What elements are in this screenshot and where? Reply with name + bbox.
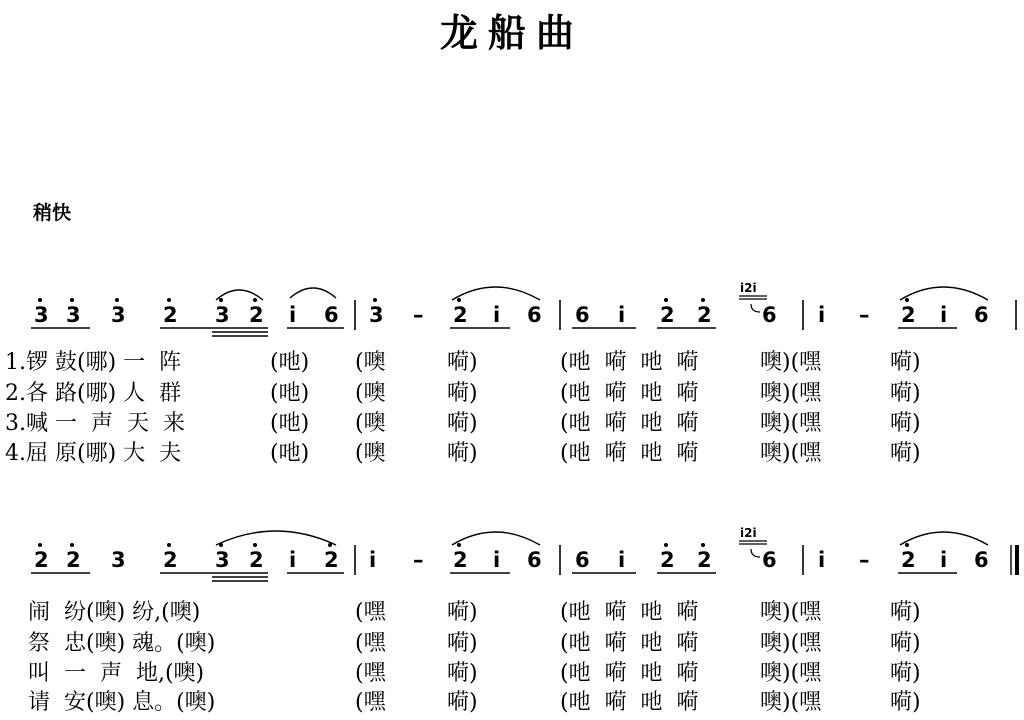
notation-system-1 (0, 270, 1024, 340)
lyric-phrase: 祭 忠(噢) 魂。(噢) (28, 631, 216, 656)
lyric-phrase: (吔) (270, 411, 310, 436)
lyric-phrase: (嘿 (355, 631, 386, 656)
note: i (289, 548, 297, 572)
lyric-phrase: 噢)(嘿 (760, 441, 822, 466)
slur (452, 532, 540, 545)
grace-notes: i2i (740, 281, 757, 295)
lyric-phrase: 嗬) (890, 631, 921, 656)
lyric-phrase: 嗬) (447, 661, 478, 686)
notation-system-2 (0, 515, 1024, 585)
note: 3 (215, 548, 230, 572)
note: 2 (163, 303, 178, 327)
tempo-marking: 稍快 (33, 202, 72, 224)
note: 6 (575, 548, 590, 572)
octave-dots (664, 298, 705, 302)
lyric-phrase: (吔 嗬 吔 嗬 (560, 441, 699, 466)
lyric-phrase: (吔) (270, 441, 310, 466)
note: 3 (111, 303, 126, 327)
note: 2 (453, 548, 468, 572)
note: 2 (324, 548, 339, 572)
lyric-phrase: 嗬) (890, 690, 921, 715)
lyric-phrase: 叫 一 声 地,(噢) (28, 661, 205, 686)
note: 6 (762, 548, 777, 572)
note: 2 (249, 548, 264, 572)
note: 2 (163, 548, 178, 572)
octave-dot (905, 298, 909, 302)
note: 6 (575, 303, 590, 327)
note: – (413, 548, 424, 572)
octave-dot (905, 543, 909, 547)
lyric-phrase: 嗬) (890, 441, 921, 466)
note: 2 (66, 548, 81, 572)
octave-dots (664, 543, 705, 547)
note: 3 (215, 303, 230, 327)
note: i (940, 548, 948, 572)
octave-dots (373, 298, 461, 302)
lyric-phrase: (嘿 (355, 600, 386, 625)
note: 6 (974, 548, 989, 572)
lyric-phrase: (噢 (355, 411, 386, 436)
lyric-phrase: (吔) (270, 350, 310, 375)
note: 6 (527, 548, 542, 572)
slur (900, 532, 988, 545)
note: 2 (660, 548, 675, 572)
lyric-phrase: 嗬) (447, 600, 478, 625)
note: i (940, 303, 948, 327)
lyric-phrase: 噢)(嘿 (760, 690, 822, 715)
lyric-phrase: 嗬) (890, 350, 921, 375)
lyric-phrase: (吔 嗬 吔 嗬 (560, 690, 699, 715)
note: i (369, 548, 377, 572)
lyric-phrase: (吔) (270, 381, 310, 406)
note: i (618, 548, 626, 572)
note: 3 (66, 303, 81, 327)
lyric-phrase: (噢 (355, 441, 386, 466)
slurs (216, 288, 336, 300)
note: 2 (34, 548, 49, 572)
note: 3 (369, 303, 384, 327)
lyric-phrase: 2.各 路(哪) 人 群 (5, 381, 182, 406)
lyric-phrase: (吔 嗬 吔 嗬 (560, 411, 699, 436)
note: 2 (660, 303, 675, 327)
lyric-phrase: (吔 嗬 吔 嗬 (560, 661, 699, 686)
lyric-phrase: (噢 (355, 350, 386, 375)
lyric-phrase: 嗬) (890, 600, 921, 625)
lyric-phrase: 嗬) (890, 411, 921, 436)
lyric-phrase: 嗬) (890, 381, 921, 406)
note: – (413, 303, 424, 327)
note: – (859, 303, 870, 327)
lyric-phrase: (吔 嗬 吔 嗬 (560, 600, 699, 625)
note: 3 (34, 303, 49, 327)
note: 6 (324, 303, 339, 327)
octave-dots (38, 543, 332, 547)
lyric-phrase: 噢)(嘿 (760, 350, 822, 375)
lyric-phrase: (吔 嗬 吔 嗬 (560, 350, 699, 375)
note: 2 (901, 303, 916, 327)
slur (900, 287, 988, 300)
lyric-phrase: (噢 (355, 381, 386, 406)
note: i (618, 303, 626, 327)
lyric-phrase: 3.喊 一 声 天 来 (5, 411, 185, 436)
lyric-phrase: 噢)(嘿 (760, 661, 822, 686)
note: i (818, 548, 826, 572)
lyric-phrase: (嘿 (355, 690, 386, 715)
lyric-phrase: (嘿 (355, 661, 386, 686)
lyric-phrase: 嗬) (447, 350, 478, 375)
lyric-phrase: 嗬) (447, 411, 478, 436)
lyric-phrase: 闹 纷(噢) 纷,(噢) (28, 600, 201, 625)
lyric-phrase: 4.屈 原(哪) 大 夫 (5, 441, 182, 466)
lyric-phrase: (吔 嗬 吔 嗬 (560, 631, 699, 656)
octave-dots (38, 298, 257, 302)
octave-dot (457, 543, 461, 547)
lyric-phrase: 噢)(嘿 (760, 600, 822, 625)
note: 6 (974, 303, 989, 327)
note: 2 (697, 548, 712, 572)
note: i (818, 303, 826, 327)
lyric-phrase: 噢)(嘿 (760, 631, 822, 656)
lyric-phrase: (吔 嗬 吔 嗬 (560, 381, 699, 406)
lyric-phrase: 嗬) (447, 631, 478, 656)
note: 2 (901, 548, 916, 572)
lyric-phrase: 嗬) (890, 661, 921, 686)
lyric-phrase: 请 安(噢) 息。(噢) (28, 690, 216, 715)
note: 2 (697, 303, 712, 327)
slur (216, 531, 336, 545)
beam-lines (31, 573, 344, 581)
lyric-phrase: 噢)(嘿 (760, 381, 822, 406)
lyric-phrase: 嗬) (447, 441, 478, 466)
lyric-phrase: 嗬) (447, 381, 478, 406)
note: 2 (249, 303, 264, 327)
note: – (859, 548, 870, 572)
song-title: 龙船曲 (439, 11, 584, 55)
note: i (493, 548, 501, 572)
final-barline (1011, 545, 1017, 575)
note: i (493, 303, 501, 327)
note: i (289, 303, 297, 327)
note: 6 (762, 303, 777, 327)
grace-notes: i2i (740, 526, 757, 540)
note: 2 (453, 303, 468, 327)
note: 6 (527, 303, 542, 327)
lyric-phrase: 1.锣 鼓(哪) 一 阵 (5, 350, 182, 375)
lyric-phrase: 噢)(嘿 (760, 411, 822, 436)
beam-lines (31, 328, 344, 336)
slur (452, 287, 540, 300)
lyric-phrase: 嗬) (447, 690, 478, 715)
note: 3 (111, 548, 126, 572)
